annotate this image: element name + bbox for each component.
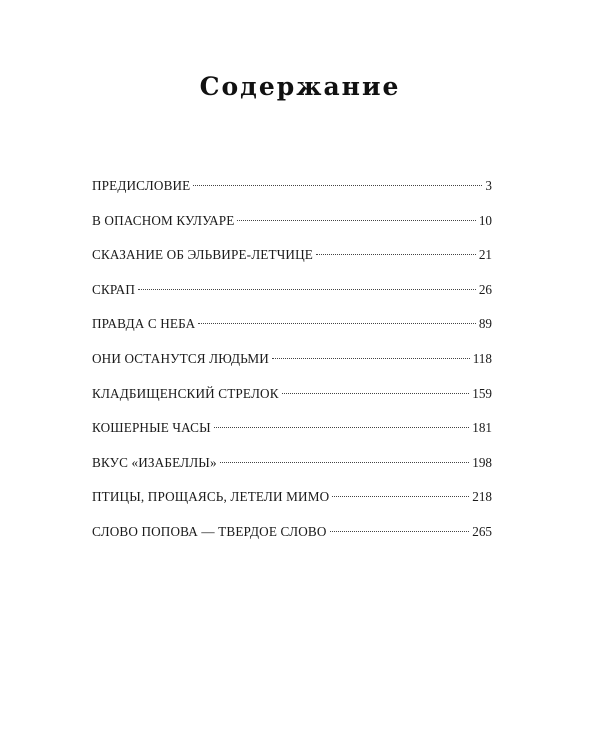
table-of-contents <box>92 176 492 557</box>
dot-leader <box>214 427 469 428</box>
toc-entry-page-number: 265 <box>472 523 492 539</box>
dot-leader <box>330 531 470 532</box>
toc-entry-page-number: 118 <box>472 350 492 366</box>
toc-entry[interactable] <box>92 522 492 557</box>
page-title: Содержание <box>199 72 401 101</box>
dot-leader <box>220 462 470 463</box>
toc-entry[interactable] <box>92 487 492 522</box>
toc-entry-title: ВКУС «ИЗАБЕЛЛЫ» <box>92 454 217 470</box>
toc-entry-page-number: 159 <box>472 385 492 401</box>
toc-entry[interactable] <box>92 418 492 453</box>
toc-entry-page-number: 218 <box>472 489 492 505</box>
toc-entry-title: КЛАДБИЩЕНСКИЙ СТРЕЛОК <box>92 385 279 401</box>
toc-entry-page-number: 3 <box>485 178 492 193</box>
toc-entry[interactable] <box>92 211 492 246</box>
toc-entry[interactable] <box>92 349 492 384</box>
toc-entry[interactable] <box>92 280 492 315</box>
toc-entry[interactable] <box>92 384 492 419</box>
toc-entry-title: СКРАП <box>92 281 136 297</box>
dot-leader <box>138 289 476 290</box>
dot-leader <box>332 496 469 497</box>
toc-entry-title: СКАЗАНИЕ ОБ ЭЛЬВИРЕ-ЛЕТЧИЦЕ <box>92 247 313 263</box>
dot-leader <box>198 323 475 324</box>
toc-entry-title: ОНИ ОСТАНУТСЯ ЛЮДЬМИ <box>92 350 269 366</box>
dot-leader <box>316 254 476 255</box>
dot-leader <box>193 185 482 186</box>
toc-entry[interactable] <box>92 245 492 280</box>
toc-entry[interactable] <box>92 314 492 349</box>
toc-entry-title: ПРЕДИСЛОВИЕ <box>92 178 191 193</box>
dot-leader <box>282 393 470 394</box>
toc-entry-title: В ОПАСНОМ КУЛУАРЕ <box>92 212 235 228</box>
toc-entry-page-number: 21 <box>478 247 492 263</box>
toc-entry-title: ПРАВДА С НЕБА <box>92 316 196 332</box>
toc-entry[interactable] <box>92 453 492 488</box>
toc-entry-page-number: 26 <box>478 281 492 297</box>
dot-leader <box>272 358 470 359</box>
toc-entry-page-number: 181 <box>472 420 492 436</box>
toc-entry-page-number: 89 <box>478 316 492 332</box>
toc-entry-title: ПТИЦЫ, ПРОЩАЯСЬ, ЛЕТЕЛИ МИМО <box>92 489 330 505</box>
toc-entry-title: КОШЕРНЫЕ ЧАСЫ <box>92 420 211 436</box>
toc-entry[interactable] <box>92 176 492 211</box>
toc-entry-page-number: 10 <box>478 212 492 228</box>
toc-entry-page-number: 198 <box>472 454 492 470</box>
toc-entry-title: СЛОВО ПОПОВА — ТВЕРДОЕ СЛОВО <box>92 523 327 539</box>
dot-leader <box>237 220 475 221</box>
